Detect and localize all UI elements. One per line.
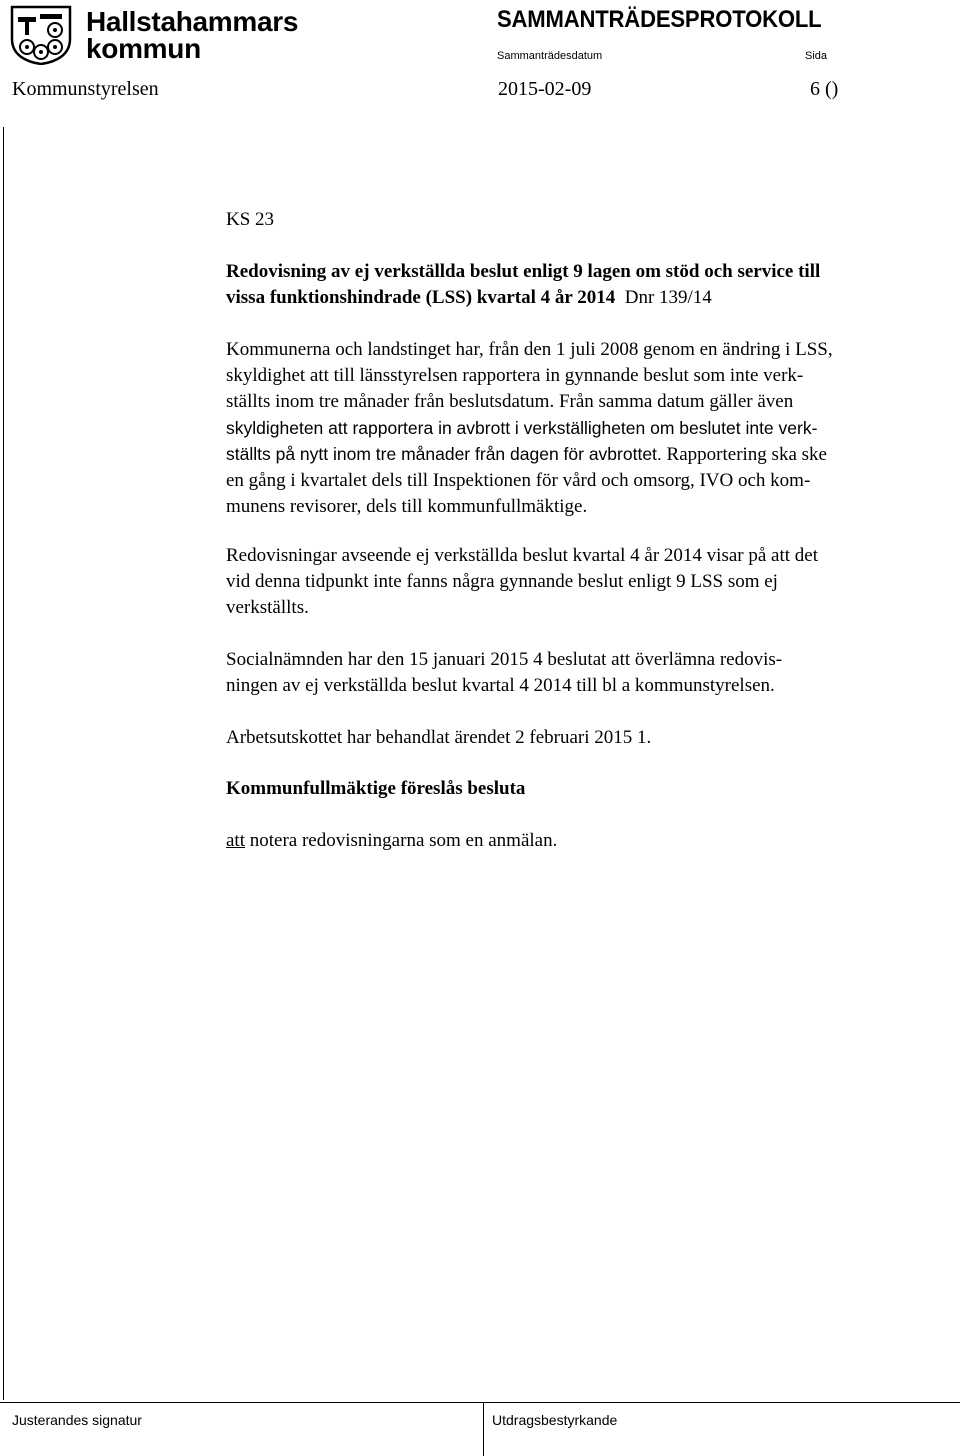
text-line: ningen av ej verkställda beslut kvartal 4 2014 till bl a kommunstyrelsen. xyxy=(226,675,775,696)
adjuster-signature-label: Justerandes signatur xyxy=(12,1412,142,1428)
text-line: en gång i kvartalet dels till Inspektionen för vård och omsorg, IVO och kom- xyxy=(226,470,811,491)
paragraph-background xyxy=(226,337,930,520)
paragraph-work-committee xyxy=(226,725,930,751)
text-line: verkställts. xyxy=(226,597,309,618)
text-line: Arbetsutskottet har behandlat ärendet 2 februari 2015 1. xyxy=(226,727,652,748)
paragraph-social-committee xyxy=(226,647,930,699)
text-line: Kommunerna och landstinget har, från den 1 juli 2008 genom en ändring i LSS, xyxy=(226,339,833,360)
paragraph-findings xyxy=(226,543,930,621)
footer-column-divider xyxy=(483,1402,484,1456)
heading-text: vissa funktionshindrade (LSS) kvartal 4 år 2014 xyxy=(226,287,616,308)
text-line: munens revisorer, dels till kommunfullmäktige. xyxy=(226,496,588,517)
text-run: Rapportering ska ske xyxy=(661,444,827,465)
left-margin-rule xyxy=(3,127,4,1400)
footer-divider xyxy=(0,1402,960,1403)
text-line: vid denna tidpunkt inte fanns några gynnande beslut enligt 9 LSS som ej xyxy=(226,571,778,592)
text-run: ställts inom tre månader från beslutsdatum. xyxy=(226,391,555,412)
text-run: Från samma datum gäller även xyxy=(554,391,794,412)
text-line: skyldigheten att rapportera in avbrott i verkställigheten om beslutet inte verk- xyxy=(226,418,818,438)
decision-text xyxy=(226,828,557,854)
decision-body: notera redovisningarna som en anmälan. xyxy=(245,830,558,851)
meeting-date: 2015-02-09 xyxy=(498,78,592,100)
proposal-heading: Kommunfullmäktige föreslås besluta xyxy=(226,778,526,799)
committee-name: Kommunstyrelsen xyxy=(12,78,159,100)
coat-of-arms-icon xyxy=(10,5,72,65)
text-line: Redovisningar avseende ej verkställda beslut kvartal 4 år 2014 visar på att det xyxy=(226,545,818,566)
text-line xyxy=(226,441,930,468)
diary-number: Dnr 139/14 xyxy=(624,287,712,308)
text-line: skyldighet att till länsstyrelsen rapportera in gynnande beslut som inte verk- xyxy=(226,365,804,386)
section-number: KS 23 xyxy=(226,209,275,230)
text-run: ställts på nytt inom tre månader från dagen för avbrottet. xyxy=(226,444,662,464)
meeting-date-label: Sammanträdesdatum xyxy=(497,50,603,62)
page-label: Sida xyxy=(805,50,828,62)
org-name-line2: kommun xyxy=(86,33,201,64)
org-logo xyxy=(10,5,299,67)
decision-att: att xyxy=(226,830,245,851)
section-heading xyxy=(226,259,946,311)
extract-certification-label: Utdragsbestyrkande xyxy=(492,1412,618,1428)
text-line: Socialnämnden har den 15 januari 2015 4 beslutat att överlämna redovis- xyxy=(226,649,783,670)
heading-line: Redovisning av ej verkställda beslut enligt 9 lagen om stöd och service till xyxy=(226,261,821,282)
heading-line xyxy=(226,285,946,311)
text-line xyxy=(226,389,930,415)
page-number: 6 () xyxy=(810,78,839,100)
org-name-line1: Hallstahammars xyxy=(86,6,299,37)
document-type-title: SAMMANTRÄDESPROTOKOLL xyxy=(497,6,822,33)
